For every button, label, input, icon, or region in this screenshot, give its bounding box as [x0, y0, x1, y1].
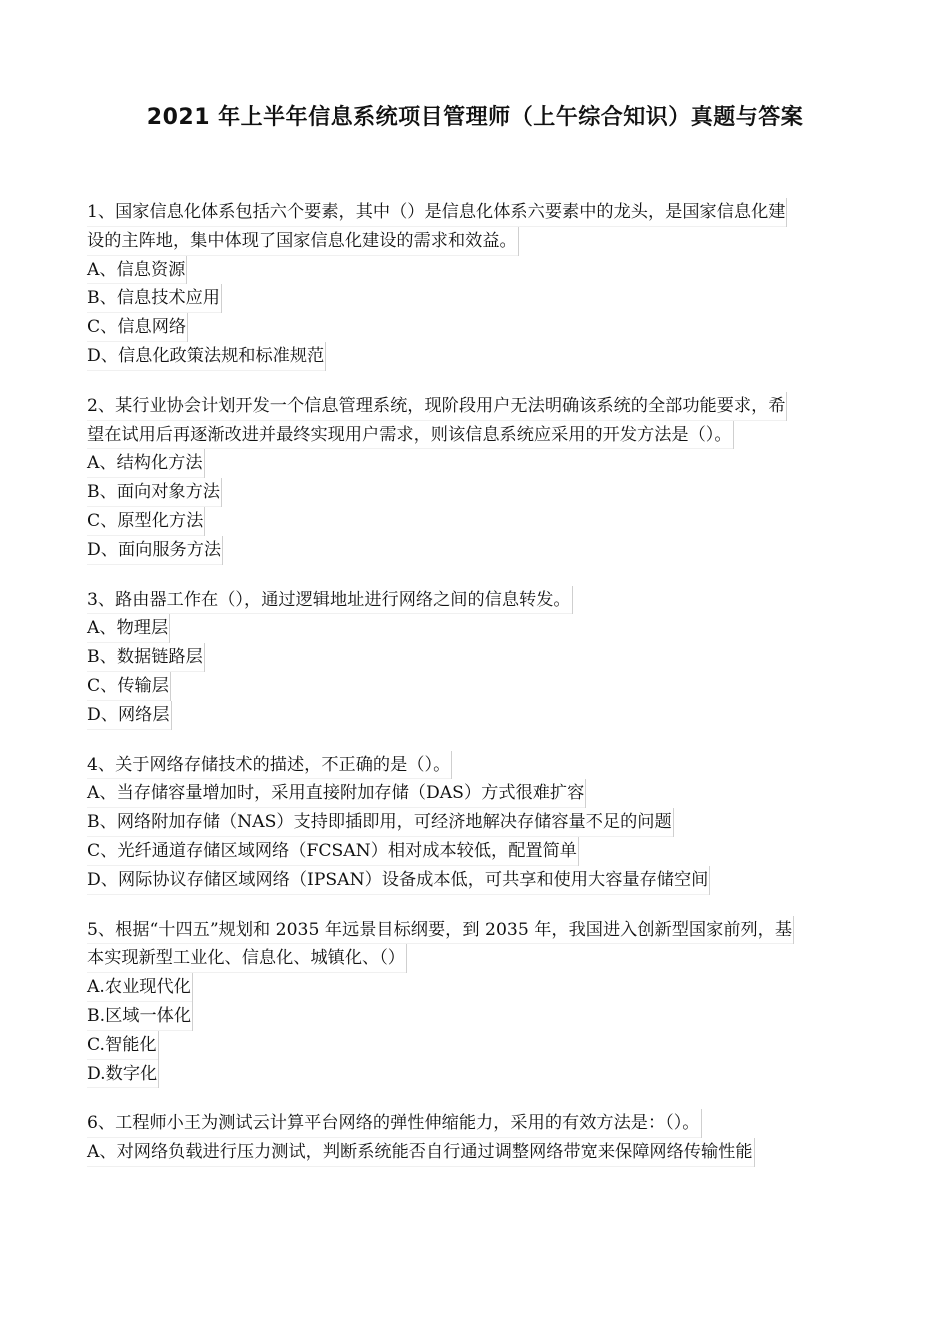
- question-6: [87, 1109, 867, 1167]
- option-c: C.智能化: [87, 1031, 159, 1060]
- question-stem: 本实现新型工业化、信息化、城镇化、（）: [87, 944, 407, 973]
- option-a: A、信息资源: [87, 256, 187, 285]
- option-d: D、面向服务方法: [87, 536, 223, 565]
- option-b: B、网络附加存储（NAS）支持即插即用，可经济地解决存储容量不足的问题: [87, 808, 674, 837]
- question-stem: 4、关于网络存储技术的描述，不正确的是（）。: [87, 751, 452, 780]
- question-4: [87, 751, 867, 895]
- question-stem: 5、根据“十四五”规划和 2035 年远景目标纲要，到 2035 年，我国进入创新型国家前列，基: [87, 916, 794, 945]
- question-stem: 3、路由器工作在（），通过逻辑地址进行网络之间的信息转发。: [87, 586, 573, 615]
- option-a: A、结构化方法: [87, 449, 205, 478]
- question-stem: 设的主阵地，集中体现了国家信息化建设的需求和效益。: [87, 227, 519, 256]
- question-5: [87, 916, 867, 1089]
- option-a: A、对网络负载进行压力测试，判断系统能否自行通过调整网络带宽来保障网络传输性能: [87, 1138, 755, 1167]
- question-3: [87, 586, 867, 730]
- option-c: C、信息网络: [87, 313, 188, 342]
- option-b: B.区域一体化: [87, 1002, 193, 1031]
- option-c: C、光纤通道存储区域网络（FCSAN）相对成本较低，配置简单: [87, 837, 579, 866]
- question-stem: 望在试用后再逐渐改进并最终实现用户需求，则该信息系统应采用的开发方法是（）。: [87, 421, 734, 450]
- document-title: 2021 年上半年信息系统项目管理师（上午综合知识）真题与答案: [146, 105, 804, 130]
- question-list: [87, 198, 867, 1188]
- option-b: B、数据链路层: [87, 643, 205, 672]
- option-b: B、信息技术应用: [87, 284, 222, 313]
- question-stem: 6、工程师小王为测试云计算平台网络的弹性伸缩能力，采用的有效方法是：（）。: [87, 1109, 702, 1138]
- option-d: D、网际协议存储区域网络（IPSAN）设备成本低，可共享和使用大容量存储空间: [87, 866, 710, 895]
- option-d: D、网络层: [87, 701, 172, 730]
- question-2: [87, 392, 867, 565]
- option-d: D.数字化: [87, 1060, 159, 1089]
- option-c: C、原型化方法: [87, 507, 205, 536]
- option-a: A.农业现代化: [87, 973, 193, 1002]
- option-a: A、当存储容量增加时，采用直接附加存储（DAS）方式很难扩容: [87, 779, 586, 808]
- option-b: B、面向对象方法: [87, 478, 222, 507]
- question-stem: 1、国家信息化体系包括六个要素，其中（）是信息化体系六要素中的龙头，是国家信息化建: [87, 198, 787, 227]
- question-1: [87, 198, 867, 371]
- option-d: D、信息化政策法规和标准规范: [87, 342, 326, 371]
- question-stem: 2、某行业协会计划开发一个信息管理系统，现阶段用户无法明确该系统的全部功能要求，希: [87, 392, 787, 421]
- option-a: A、物理层: [87, 614, 170, 643]
- option-c: C、传输层: [87, 672, 171, 701]
